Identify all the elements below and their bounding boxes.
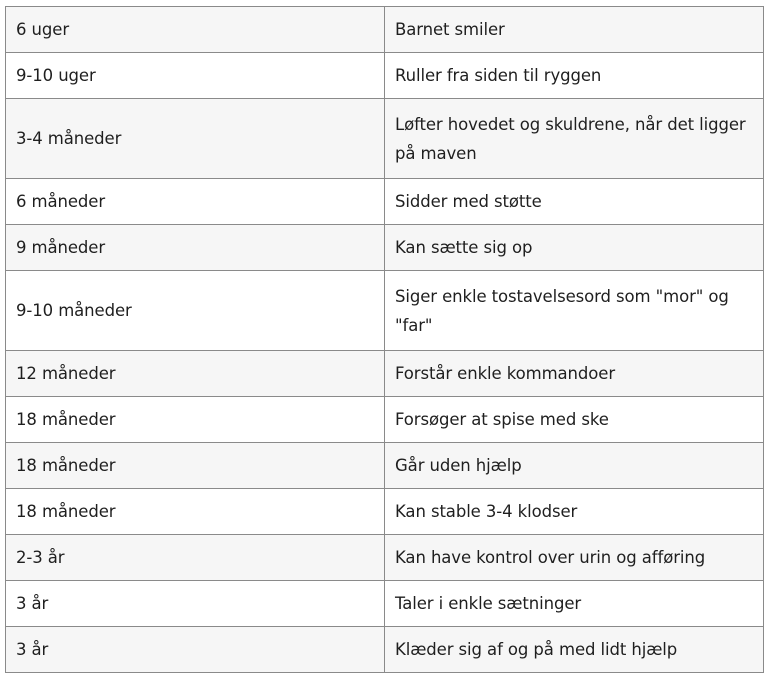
table-row xyxy=(6,443,764,489)
age-cell: 9 måneder xyxy=(6,225,385,271)
milestones-table-body xyxy=(6,7,764,673)
age-cell: 18 måneder xyxy=(6,397,385,443)
table-row xyxy=(6,271,764,351)
milestone-cell: Barnet smiler xyxy=(385,7,764,53)
milestone-cell: Går uden hjælp xyxy=(385,443,764,489)
age-cell: 12 måneder xyxy=(6,351,385,397)
table-row xyxy=(6,99,764,179)
age-cell: 6 måneder xyxy=(6,179,385,225)
milestone-cell: Kan sætte sig op xyxy=(385,225,764,271)
table-row xyxy=(6,179,764,225)
age-cell: 3 år xyxy=(6,627,385,673)
age-cell: 3-4 måneder xyxy=(6,99,385,179)
milestone-cell: Kan stable 3-4 klodser xyxy=(385,489,764,535)
milestone-cell: Kan have kontrol over urin og afføring xyxy=(385,535,764,581)
milestone-cell: Klæder sig af og på med lidt hjælp xyxy=(385,627,764,673)
milestone-cell: Ruller fra siden til ryggen xyxy=(385,53,764,99)
table-row xyxy=(6,7,764,53)
age-cell: 18 måneder xyxy=(6,443,385,489)
milestone-cell: Taler i enkle sætninger xyxy=(385,581,764,627)
age-cell: 2-3 år xyxy=(6,535,385,581)
milestone-cell: Forsøger at spise med ske xyxy=(385,397,764,443)
age-cell: 3 år xyxy=(6,581,385,627)
table-row xyxy=(6,397,764,443)
age-cell: 18 måneder xyxy=(6,489,385,535)
age-cell: 6 uger xyxy=(6,7,385,53)
table-row xyxy=(6,351,764,397)
table-row xyxy=(6,225,764,271)
milestone-cell: Løfter hovedet og skuldrene, når det ligger på maven xyxy=(385,99,764,179)
table-row xyxy=(6,627,764,673)
age-cell: 9-10 måneder xyxy=(6,271,385,351)
milestones-table xyxy=(5,6,764,673)
table-row xyxy=(6,535,764,581)
milestone-cell: Forstår enkle kommandoer xyxy=(385,351,764,397)
table-row xyxy=(6,489,764,535)
age-cell: 9-10 uger xyxy=(6,53,385,99)
table-row xyxy=(6,581,764,627)
milestone-cell: Siger enkle tostavelsesord som "mor" og "far" xyxy=(385,271,764,351)
milestone-cell: Sidder med støtte xyxy=(385,179,764,225)
table-row xyxy=(6,53,764,99)
